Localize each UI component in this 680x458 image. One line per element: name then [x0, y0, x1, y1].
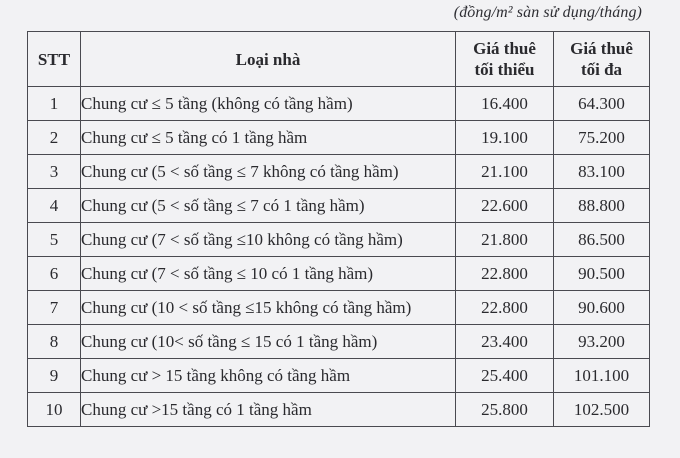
rental-price-table: [27, 31, 650, 427]
cell-max-price: 64.300: [554, 87, 650, 121]
cell-max-price: 75.200: [554, 121, 650, 155]
header-min-line1: Giá thuê: [473, 39, 536, 58]
cell-min-price: 22.800: [456, 291, 554, 325]
cell-type: Chung cư > 15 tầng không có tầng hầm: [81, 359, 456, 393]
cell-type: Chung cư ≤ 5 tầng có 1 tầng hầm: [81, 121, 456, 155]
cell-min-price: 25.800: [456, 393, 554, 427]
table-row: [28, 325, 650, 359]
table-row: [28, 121, 650, 155]
header-max-line1: Giá thuê: [570, 39, 633, 58]
table-row: [28, 155, 650, 189]
header-type: Loại nhà: [81, 32, 456, 87]
table-row: [28, 359, 650, 393]
cell-max-price: 90.600: [554, 291, 650, 325]
cell-min-price: 21.100: [456, 155, 554, 189]
cell-stt: 5: [28, 223, 81, 257]
cell-min-price: 16.400: [456, 87, 554, 121]
cell-stt: 7: [28, 291, 81, 325]
cell-type: Chung cư >15 tầng có 1 tầng hầm: [81, 393, 456, 427]
unit-note: (đồng/m² sàn sử dụng/tháng): [453, 4, 642, 21]
cell-stt: 10: [28, 393, 81, 427]
cell-stt: 6: [28, 257, 81, 291]
cell-max-price: 86.500: [554, 223, 650, 257]
cell-min-price: 23.400: [456, 325, 554, 359]
header-min-price: [456, 32, 554, 87]
cell-type: Chung cư (7 < số tầng ≤10 không có tầng hầm): [81, 223, 456, 257]
cell-min-price: 21.800: [456, 223, 554, 257]
header-max-price: [554, 32, 650, 87]
cell-max-price: 102.500: [554, 393, 650, 427]
cell-max-price: 101.100: [554, 359, 650, 393]
header-max-line2: tối đa: [580, 60, 623, 79]
cell-max-price: 90.500: [554, 257, 650, 291]
cell-stt: 3: [28, 155, 81, 189]
cell-stt: 9: [28, 359, 81, 393]
header-min-line2: tối thiểu: [474, 60, 535, 79]
cell-stt: 2: [28, 121, 81, 155]
cell-max-price: 88.800: [554, 189, 650, 223]
cell-type: Chung cư (10 < số tầng ≤15 không có tầng hầm): [81, 291, 456, 325]
header-row: [28, 32, 650, 87]
table-row: [28, 87, 650, 121]
cell-min-price: 19.100: [456, 121, 554, 155]
table-row: [28, 189, 650, 223]
cell-min-price: 22.800: [456, 257, 554, 291]
cell-stt: 8: [28, 325, 81, 359]
header-stt: STT: [28, 32, 81, 87]
cell-type: Chung cư (5 < số tầng ≤ 7 không có tầng hầm): [81, 155, 456, 189]
table-row: [28, 393, 650, 427]
table-row: [28, 257, 650, 291]
table-row: [28, 291, 650, 325]
cell-type: Chung cư (10< số tầng ≤ 15 có 1 tầng hầm): [81, 325, 456, 359]
cell-type: Chung cư (7 < số tầng ≤ 10 có 1 tầng hầm): [81, 257, 456, 291]
cell-stt: 4: [28, 189, 81, 223]
cell-stt: 1: [28, 87, 81, 121]
table-row: [28, 223, 650, 257]
cell-max-price: 83.100: [554, 155, 650, 189]
cell-min-price: 25.400: [456, 359, 554, 393]
cell-type: Chung cư (5 < số tầng ≤ 7 có 1 tầng hầm): [81, 189, 456, 223]
cell-type: Chung cư ≤ 5 tầng (không có tầng hầm): [81, 87, 456, 121]
cell-min-price: 22.600: [456, 189, 554, 223]
cell-max-price: 93.200: [554, 325, 650, 359]
